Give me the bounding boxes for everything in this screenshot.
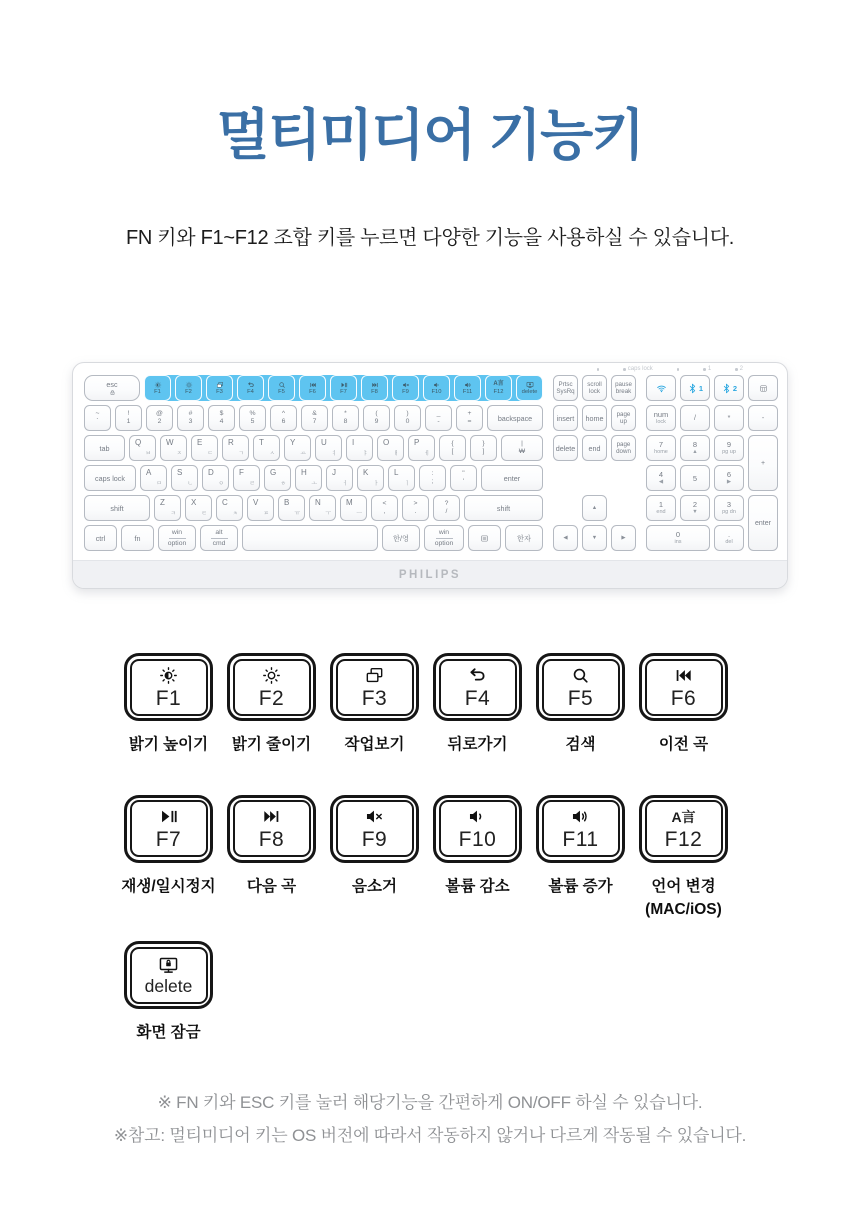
key-bluetooth-1: 1: [680, 375, 710, 401]
brightness-down-icon: [261, 665, 282, 687]
page-title: 멀티미디어 기능키: [216, 104, 644, 166]
keycap-outline: [124, 941, 213, 1009]
keyboard-deck: [73, 363, 787, 560]
keyboard-illustration: [72, 362, 788, 589]
key-wifi: [646, 375, 676, 401]
function-label: 볼륨 감소: [445, 877, 510, 895]
key-k: K ㅏ: [357, 465, 384, 491]
task-view-icon: [364, 665, 385, 687]
keycap-inner: [233, 659, 311, 716]
function-label: 화면 잠금: [136, 1024, 201, 1041]
back-icon: [467, 665, 488, 687]
key-page-down: page down: [611, 435, 636, 461]
key-scroll-lock: scroll lock: [582, 375, 607, 401]
key-delete: delete: [553, 435, 578, 461]
key-page-up: page up: [611, 405, 636, 431]
key-c: C ㅊ: [216, 495, 243, 521]
keycap-label: F2: [258, 686, 285, 710]
key-t: T ㅅ: [253, 435, 280, 461]
key-fn: fn: [121, 525, 154, 551]
function-card-f6: [639, 653, 728, 756]
key-l: L ㅣ: [388, 465, 415, 491]
key-alt-cmd: alt cmd: [200, 525, 238, 551]
key-f12: A言 F12: [485, 375, 512, 401]
key-numpad-multiply: *: [714, 405, 744, 431]
bluetooth-1-indicator: 1: [703, 366, 711, 372]
key-backtick: ~ `: [84, 405, 111, 431]
bluetooth-icon: [687, 383, 698, 394]
key-slash: ? /: [433, 495, 460, 521]
keycap-label: F6: [670, 686, 697, 710]
key-m: M ㅡ: [340, 495, 367, 521]
function-label: 밝기 높이기: [128, 736, 209, 754]
key-f10: F10: [423, 375, 450, 401]
keycap-inner: [542, 800, 620, 857]
screen-lock-icon: [526, 381, 534, 389]
key-j: J ㅓ: [326, 465, 353, 491]
keycap-inner: [336, 800, 414, 857]
key-7: & 7: [301, 405, 328, 431]
keycap-inner: [439, 800, 517, 857]
key-f7: F7: [330, 375, 357, 401]
keycap-label: F4: [464, 686, 491, 710]
key-s: S ㄴ: [171, 465, 198, 491]
key-win-option-left: win option: [158, 525, 196, 551]
key-h: H ㅗ: [295, 465, 322, 491]
keycap-outline: [433, 653, 522, 721]
key-n: N ㅜ: [309, 495, 336, 521]
card-row-2: [121, 795, 736, 922]
keycap-label: F10: [458, 827, 497, 851]
caps-lock-indicator: caps lock: [623, 366, 653, 372]
keycap-inner: [336, 659, 414, 716]
bluetooth-icon: [721, 383, 732, 394]
key-d: D ㅇ: [202, 465, 229, 491]
function-label: 밝기 줄이기: [231, 736, 312, 754]
function-card-f8: [227, 795, 316, 922]
function-label: 언어 변경 (MAC/iOS): [645, 877, 722, 918]
keycap-inner: [130, 800, 208, 857]
keycap-outline: [639, 653, 728, 721]
key-ctrl: ctrl: [84, 525, 117, 551]
keycap-outline: [536, 653, 625, 721]
back-icon: [247, 381, 255, 389]
key-0: ) 0: [394, 405, 421, 431]
key-w: W ㅈ: [160, 435, 187, 461]
key-2: @ 2: [146, 405, 173, 431]
footnotes: [0, 1086, 860, 1152]
key-hanja: 한자: [505, 525, 543, 551]
key-5: % 5: [239, 405, 266, 431]
keycap-outline: [639, 795, 728, 863]
key-minus: _ -: [425, 405, 452, 431]
function-card-f5: [536, 653, 625, 756]
key-numpad-divide: /: [680, 405, 710, 431]
menu-icon: [480, 534, 489, 543]
key-bracket-left: { [: [439, 435, 466, 461]
key-backspace: backspace: [487, 405, 543, 431]
mute-icon: [364, 806, 385, 828]
key-x: X ㅌ: [185, 495, 212, 521]
task-view-icon: [216, 381, 224, 389]
keycap-outline: [330, 653, 419, 721]
calculator-icon: [759, 384, 768, 393]
key-arrow-left: ◀: [553, 525, 578, 551]
function-card-f9: [330, 795, 419, 922]
key-numpad-plus: +: [748, 435, 778, 491]
keycap-inner: [130, 659, 208, 716]
volume-up-icon: [464, 381, 472, 389]
keycap-outline: [227, 653, 316, 721]
wifi-icon: [656, 383, 667, 394]
key-quote: " ': [450, 465, 477, 491]
key-period: > .: [402, 495, 429, 521]
function-card-f1: [124, 653, 213, 756]
function-card-f12: [639, 795, 728, 922]
key-3: # 3: [177, 405, 204, 431]
key-numpad-minus: -: [748, 405, 778, 431]
screen-lock-icon: [158, 954, 179, 976]
key-numpad-enter: enter: [748, 495, 778, 551]
key-menu: [468, 525, 501, 551]
keycap-label: F12: [664, 827, 703, 851]
keycap-inner: [130, 947, 208, 1004]
volume-down-icon: [467, 806, 488, 828]
volume-down-icon: [433, 381, 441, 389]
key-numpad-6: 6 ▶: [714, 465, 744, 491]
key-f1: F1: [144, 375, 171, 401]
function-label: 작업보기: [344, 736, 405, 754]
key-semicolon: : ;: [419, 465, 446, 491]
key-numpad-8: 8 ▲: [680, 435, 710, 461]
keycap-outline: [227, 795, 316, 863]
keycap-inner: [645, 800, 723, 857]
key-end: end: [582, 435, 607, 461]
function-card-delete: [124, 941, 213, 1044]
keycap-label: F1: [155, 686, 182, 710]
keycap-label: F5: [567, 686, 594, 710]
key-numpad-9: 9 pg up: [714, 435, 744, 461]
function-label: 볼륨 증가: [548, 877, 613, 895]
function-label: 음소거: [352, 877, 397, 895]
wifi-indicator: [677, 368, 680, 371]
key-4: $ 4: [208, 405, 235, 431]
key-pause-break: pause break: [611, 375, 636, 401]
key-f: F ㄹ: [233, 465, 260, 491]
key-numpad-2: 2 ▼: [680, 495, 710, 521]
nav-key-block: [553, 375, 636, 551]
key-calculator: [748, 375, 778, 401]
key-home: home: [582, 405, 607, 431]
note-line-1: ※ FN 키와 ESC 키를 눌러 해당기능을 간편하게 ON/OFF 하실 수 있습니다.: [157, 1093, 703, 1113]
key-bluetooth-2: 2: [714, 375, 744, 401]
keycap-outline: [124, 795, 213, 863]
key-numpad-1: 1 end: [646, 495, 676, 521]
function-label: 재생/일시정지: [121, 877, 216, 895]
volume-up-icon: [570, 806, 591, 828]
key-win-option-right: win option: [424, 525, 464, 551]
next-track-icon: [261, 806, 282, 828]
previous-track-icon: [309, 381, 317, 389]
key-r: R ㄱ: [222, 435, 249, 461]
keycap-label: F3: [361, 686, 388, 710]
keycap-outline: [433, 795, 522, 863]
key-o: O ㅐ: [377, 435, 404, 461]
function-card-f4: [433, 653, 522, 756]
brightness-down-icon: [185, 381, 193, 389]
key-numpad-7: 7 home: [646, 435, 676, 461]
battery-indicator: [597, 368, 600, 371]
key-f5: F5: [268, 375, 295, 401]
function-label: 이전 곡: [658, 736, 709, 754]
key-equals: + =: [456, 405, 483, 431]
key-p: P ㅔ: [408, 435, 435, 461]
search-icon: [278, 381, 286, 389]
keycap-label: F9: [361, 827, 388, 851]
key-q: Q ㅂ: [129, 435, 156, 461]
key-b: B ㅠ: [278, 495, 305, 521]
key-f4: F4: [237, 375, 264, 401]
key-y: Y ㅛ: [284, 435, 311, 461]
key-space: [242, 525, 378, 551]
language-icon: A言: [671, 808, 696, 825]
key-print-screen: Prtsc SysRq: [553, 375, 578, 401]
keycap-label: delete: [144, 976, 193, 997]
keycap-outline: [536, 795, 625, 863]
key-num-lock: num lock: [646, 405, 676, 431]
main-key-block: [84, 375, 543, 551]
keycap-outline: [124, 653, 213, 721]
key-8: * 8: [332, 405, 359, 431]
previous-track-icon: [673, 665, 694, 687]
mute-icon: [402, 381, 410, 389]
keyboard-key-area: [84, 375, 776, 551]
function-card-f2: [227, 653, 316, 756]
key-numpad-5: 5: [680, 465, 710, 491]
key-comma: < ,: [371, 495, 398, 521]
function-card-f7: [121, 795, 216, 922]
key-insert: insert: [553, 405, 578, 431]
key-numpad-4: 4 ◀: [646, 465, 676, 491]
function-card-f11: [536, 795, 625, 922]
key-numpad-decimal: . del: [714, 525, 744, 551]
brand-logo: PHILIPS: [398, 568, 462, 581]
keycap-label: F11: [562, 827, 599, 851]
function-label: 검색: [565, 736, 596, 754]
key-han-yeong: 한/영: [382, 525, 420, 551]
key-backslash-won: | ₩: [501, 435, 543, 461]
page-subtitle: FN 키와 F1~F12 조합 키를 누르면 다양한 기능을 사용하실 수 있습니다.: [125, 227, 735, 250]
function-card-f3: [330, 653, 419, 756]
play-pause-icon: [158, 806, 179, 828]
keycap-label: F7: [155, 827, 182, 851]
key-f8: F8: [361, 375, 388, 401]
key-9: ( 9: [363, 405, 390, 431]
function-card-f10: [433, 795, 522, 922]
card-row-1: [124, 653, 736, 756]
key-f2: F2: [175, 375, 202, 401]
keycap-inner: [439, 659, 517, 716]
key-f6: F6: [299, 375, 326, 401]
function-key-guide: [121, 653, 736, 1044]
key-u: U ㅕ: [315, 435, 342, 461]
key-bracket-right: } ]: [470, 435, 497, 461]
numpad-key-block: [646, 375, 778, 551]
search-icon: [570, 665, 591, 687]
bluetooth-2-indicator: 2: [735, 366, 743, 372]
key-1: ! 1: [115, 405, 142, 431]
brightness-up-icon: [158, 665, 179, 687]
card-row-3: [124, 941, 736, 1044]
key-arrow-down: ▼: [582, 525, 607, 551]
note-line-2: ※참고: 멀티미디어 키는 OS 버전에 따라서 작동하지 않거나 다르게 작동될 수 있습니다.: [113, 1126, 747, 1146]
key-a: A ㅁ: [140, 465, 167, 491]
keyboard-bezel: [73, 560, 787, 588]
play-pause-icon: [340, 381, 348, 389]
key-e: E ㄷ: [191, 435, 218, 461]
key-caps-lock: caps lock: [84, 465, 136, 491]
fn-key-highlight-strip: [144, 375, 543, 401]
lock-icon: [109, 389, 116, 396]
key-esc: esc: [84, 375, 140, 401]
key-f9: F9: [392, 375, 419, 401]
key-shift: shift: [84, 495, 150, 521]
key-f11: F11: [454, 375, 481, 401]
key-6: ^ 6: [270, 405, 297, 431]
brightness-up-icon: [154, 381, 162, 389]
status-indicators: [597, 366, 743, 372]
keycap-inner: [645, 659, 723, 716]
key-arrow-right: ▶: [611, 525, 636, 551]
key-f3: F3: [206, 375, 233, 401]
function-label: 다음 곡: [246, 877, 297, 895]
key-tab: tab: [84, 435, 125, 461]
keycap-outline: [330, 795, 419, 863]
key-v: V ㅍ: [247, 495, 274, 521]
next-track-icon: [371, 381, 379, 389]
key-enter: enter: [481, 465, 543, 491]
key-arrow-up: ▲: [582, 495, 607, 521]
key-z: Z ㅋ: [154, 495, 181, 521]
keycap-inner: [542, 659, 620, 716]
key-delete: delete: [516, 375, 543, 401]
key-g: G ㅎ: [264, 465, 291, 491]
key-shift-right: shift: [464, 495, 543, 521]
language-icon: A言: [493, 380, 504, 387]
function-label: 뒤로가기: [447, 736, 508, 754]
key-i: I ㅑ: [346, 435, 373, 461]
key-numpad-0: 0 ins: [646, 525, 710, 551]
keycap-label: F8: [258, 827, 285, 851]
keycap-inner: [233, 800, 311, 857]
key-numpad-3: 3 pg dn: [714, 495, 744, 521]
